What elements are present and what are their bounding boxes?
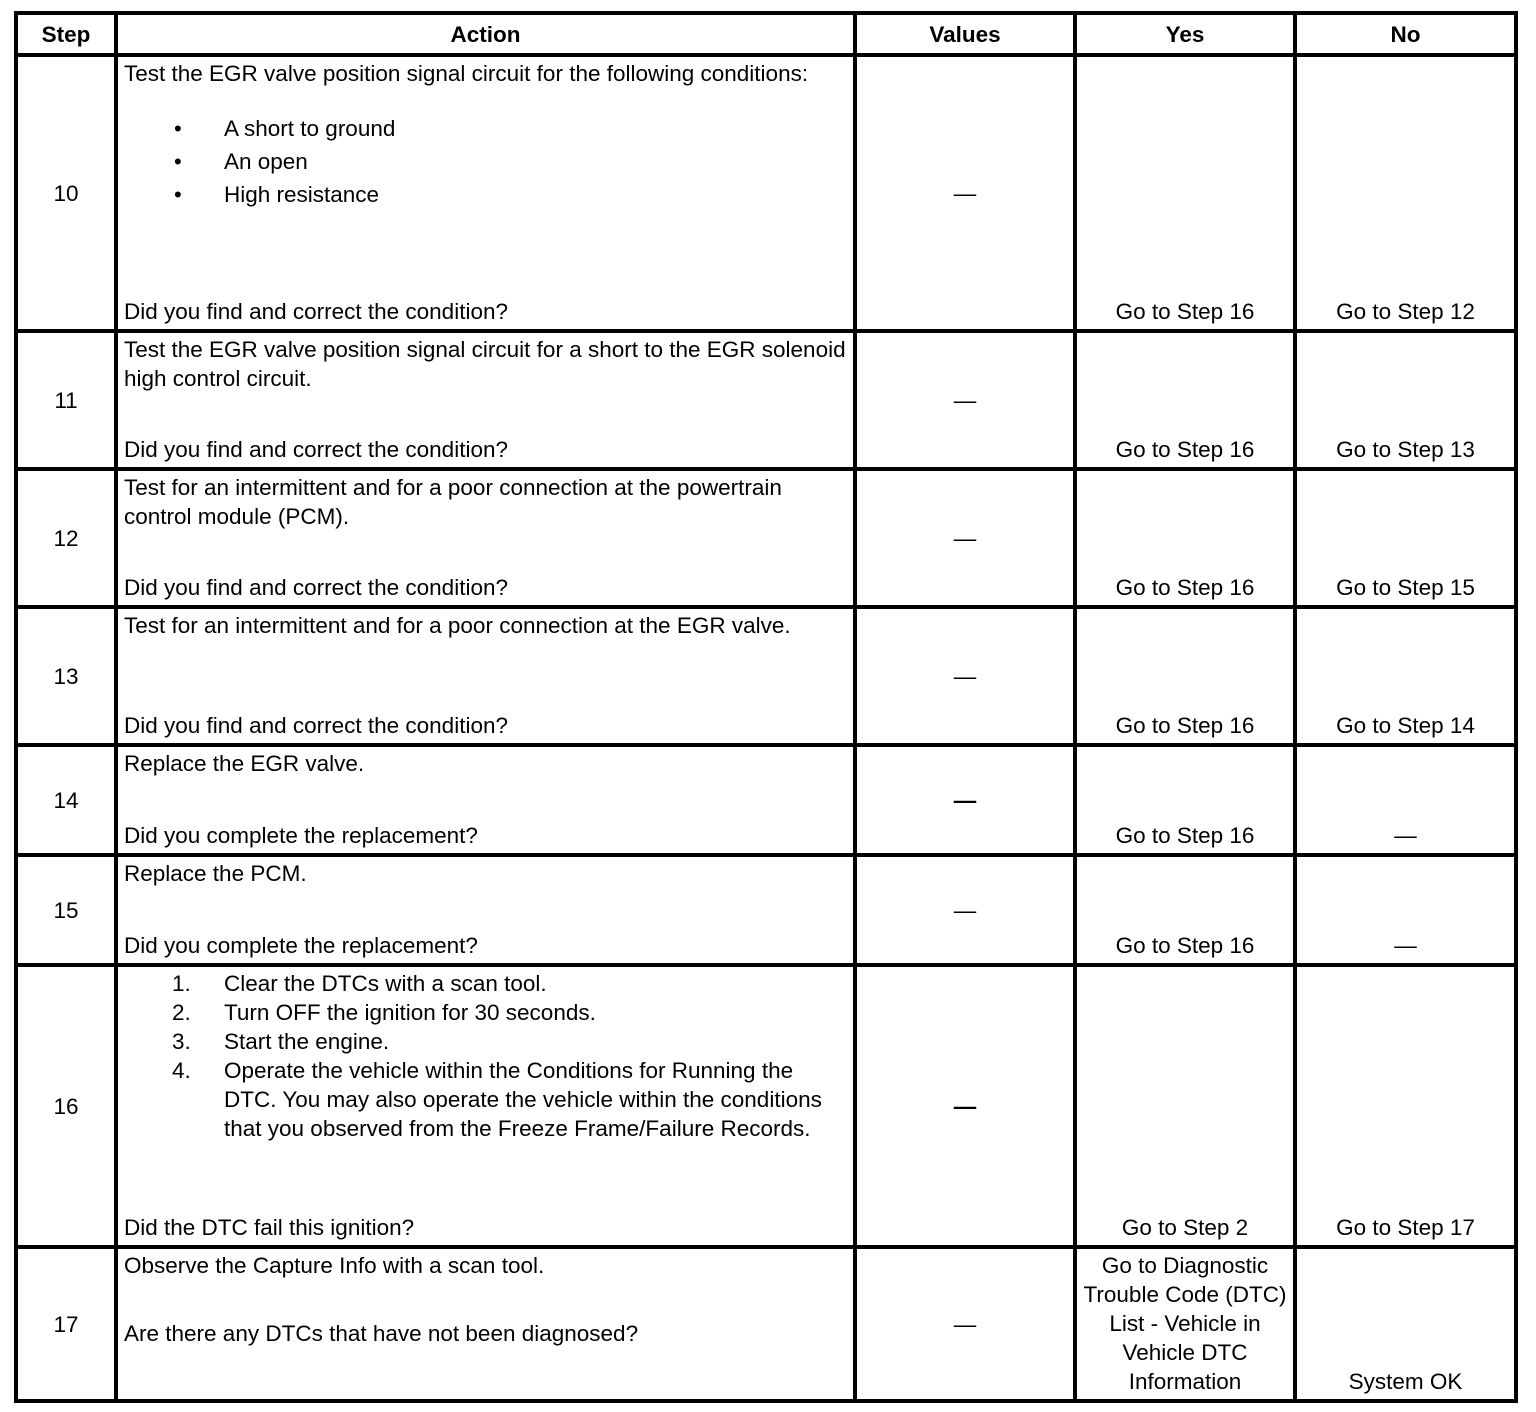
action-cell xyxy=(116,1247,855,1401)
action-cell xyxy=(116,55,855,331)
no-result: Go to Step 15 xyxy=(1336,575,1475,600)
yes-result: Go to Step 16 xyxy=(1115,437,1255,462)
numbered-steps xyxy=(124,969,847,1143)
table-row xyxy=(16,331,1516,469)
list-item: • A short to ground xyxy=(124,112,847,145)
step-number: 14 xyxy=(16,745,116,855)
table-row xyxy=(16,55,1516,331)
action-cell xyxy=(116,607,855,745)
list-item xyxy=(124,998,847,1027)
header-no: No xyxy=(1295,13,1516,55)
action-question: Did the DTC fail this ignition? xyxy=(124,1215,415,1240)
step-text: Clear the DTCs with a scan tool. xyxy=(224,971,547,996)
no-result: Go to Step 17 xyxy=(1336,1215,1475,1240)
step-text: Start the engine. xyxy=(224,1029,390,1054)
action-cell xyxy=(116,855,855,965)
action-text: Test for an intermittent and for a poor connection at the powertrain control module (PCM). xyxy=(124,475,782,529)
yes-result: Go to Step 16 xyxy=(1115,823,1255,848)
action-text: Test the EGR valve position signal circuit for a short to the EGR solenoid high control circuit. xyxy=(124,337,846,391)
step-index: 3. xyxy=(172,1029,191,1054)
step-number: 16 xyxy=(16,965,116,1247)
header-values: Values xyxy=(855,13,1075,55)
header-action: Action xyxy=(116,13,855,55)
step-text: Turn OFF the ignition for 30 seconds. xyxy=(224,1000,596,1025)
values-cell: — xyxy=(855,469,1075,607)
yes-result: Go to Step 16 xyxy=(1115,713,1255,738)
action-text: Test for an intermittent and for a poor connection at the EGR valve. xyxy=(124,613,791,638)
step-text: Operate the vehicle within the Conditions for Running the DTC. You may also operate the vehicle within the conditions that you observed from the Freeze Frame/Failure Records. xyxy=(224,1058,822,1141)
step-index: 2. xyxy=(172,1000,191,1025)
list-item xyxy=(124,969,847,998)
no-result: System OK xyxy=(1348,1369,1463,1394)
values-cell: — xyxy=(855,855,1075,965)
values-cell: — xyxy=(855,965,1075,1247)
list-item: • An open xyxy=(124,145,847,178)
values-cell: — xyxy=(855,1247,1075,1401)
yes-result: Go to Step 16 xyxy=(1115,299,1255,324)
step-index: 4. xyxy=(172,1058,191,1083)
step-number: 15 xyxy=(16,855,116,965)
yes-result: Go to Step 2 xyxy=(1121,1215,1249,1240)
action-cell xyxy=(116,745,855,855)
header-yes: Yes xyxy=(1075,13,1295,55)
action-question: Did you find and correct the condition? xyxy=(124,713,508,738)
step-number: 11 xyxy=(16,331,116,469)
action-cell xyxy=(116,331,855,469)
step-index: 1. xyxy=(172,971,191,996)
table-row xyxy=(16,745,1516,855)
list-item xyxy=(124,1056,847,1143)
diagnostic-table xyxy=(14,11,1518,1403)
action-question: Did you find and correct the condition? xyxy=(124,299,508,324)
table-row xyxy=(16,469,1516,607)
action-text: Test the EGR valve position signal circuit for the following conditions: xyxy=(124,61,809,86)
condition-list xyxy=(124,112,847,211)
values-cell: — xyxy=(855,55,1075,331)
action-text: Replace the PCM. xyxy=(124,861,307,886)
step-number: 13 xyxy=(16,607,116,745)
table-row xyxy=(16,965,1516,1247)
header-step: Step xyxy=(16,13,116,55)
step-number: 17 xyxy=(16,1247,116,1401)
list-item xyxy=(124,1027,847,1056)
no-result: Go to Step 13 xyxy=(1336,437,1475,462)
table-row xyxy=(16,607,1516,745)
action-question: Did you complete the replacement? xyxy=(124,933,478,958)
no-result: — xyxy=(1394,823,1417,848)
values-cell: — xyxy=(855,745,1075,855)
no-result: Go to Step 14 xyxy=(1336,713,1475,738)
action-cell xyxy=(116,469,855,607)
action-question: Did you find and correct the condition? xyxy=(124,575,508,600)
yes-result: Go to Step 16 xyxy=(1115,575,1255,600)
list-item: • High resistance xyxy=(124,178,847,211)
action-cell xyxy=(116,965,855,1247)
action-text: Replace the EGR valve. xyxy=(124,751,365,776)
action-question: Did you complete the replacement? xyxy=(124,823,478,848)
step-number: 12 xyxy=(16,469,116,607)
values-cell: — xyxy=(855,607,1075,745)
yes-result: Go to Step 16 xyxy=(1115,933,1255,958)
values-cell: — xyxy=(855,331,1075,469)
action-question: Are there any DTCs that have not been diagnosed? xyxy=(124,1321,639,1346)
header-row xyxy=(16,13,1516,55)
yes-result: Go to Diagnostic Trouble Code (DTC) List - Vehicle in Vehicle DTC Information xyxy=(1083,1253,1287,1394)
no-result: Go to Step 12 xyxy=(1336,299,1475,324)
table-row xyxy=(16,855,1516,965)
action-question: Did you find and correct the condition? xyxy=(124,437,508,462)
no-result: — xyxy=(1394,933,1417,958)
step-number: 10 xyxy=(16,55,116,331)
table-row xyxy=(16,1247,1516,1401)
action-text: Observe the Capture Info with a scan tool. xyxy=(124,1253,545,1278)
